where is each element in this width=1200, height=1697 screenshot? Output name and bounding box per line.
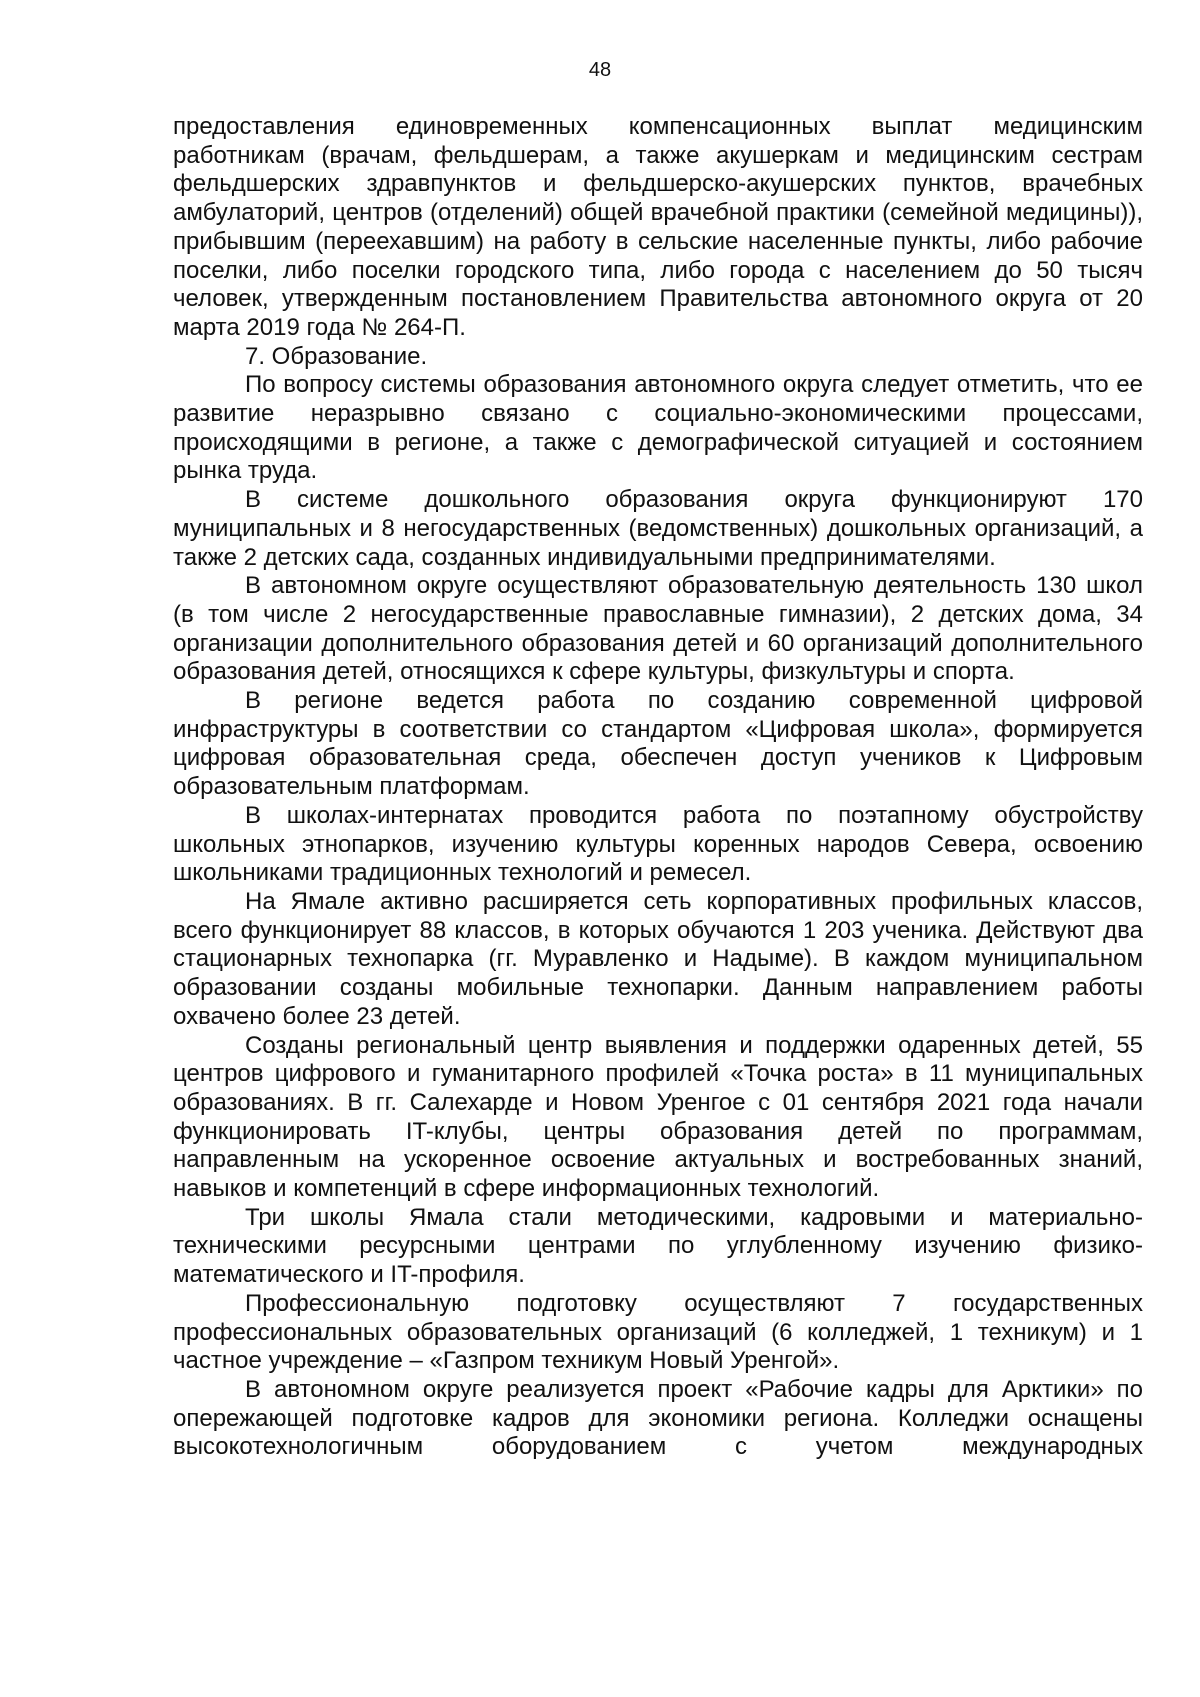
document-body xyxy=(173,113,1143,1462)
page-number: 48 xyxy=(588,59,612,81)
paragraph: На Ямале активно расширяется сеть корпоративных профильных классов, всего функционирует 88 классов, в которых обучаются 1 203 ученика. Действуют два стационарных технопарка (гг. Муравленко и Надыме). В каждом муниципальном образовании созданы мобильные технопарки. Данным направлением работы охвачено более 23 детей. xyxy=(173,887,1143,1030)
paragraph: В автономном округе осуществляют образовательную деятельность 130 школ (в том числе 2 негосударственные православные гимназии), 2 детских дома, 34 организации дополнительного образования детей и 60 организаций дополнительного образования детей, относящихся к сфере культуры, физкультуры и спорта. xyxy=(173,572,1143,686)
paragraph: В системе дошкольного образования округа функционируют 170 муниципальных и 8 негосударственных (ведомственных) дошкольных организаций, а также 2 детских сада, созданных индивидуальными предпринимателями. xyxy=(173,486,1143,571)
paragraph: По вопросу системы образования автономного округа следует отметить, что ее развитие неразрывно связано с социально-экономическими процессами, происходящими в регионе, а также с демографической ситуацией и состоянием рынка труда. xyxy=(173,371,1143,485)
paragraph-cut-off: В автономном округе реализуется проект «Рабочие кадры для Арктики» по опережающей подготовке кадров для экономики региона. Колледжи оснащены высокотехнологичным оборудованием с учетом международных xyxy=(173,1375,1143,1461)
paragraph: Три школы Ямала стали методическими, кадровыми и материально-техническими ресурсными центрами по углубленному изучению физико-математического и IT-профиля. xyxy=(173,1203,1143,1289)
paragraph: Созданы региональный центр выявления и поддержки одаренных детей, 55 центров цифрового и гуманитарного профилей «Точка роста» в 11 муниципальных образованиях. В гг. Салехарде и Новом Уренгое с 01 сентября 2021 года начали функционировать IT-клубы, центры образования детей по программам, направленным на ускоренное освоение актуальных и востребованных знаний, навыков и компетенций в сфере информационных технологий. xyxy=(173,1031,1143,1203)
paragraph: Профессиональную подготовку осуществляют 7 государственных профессиональных образовательных организаций (6 колледжей, 1 техникум) и 1 частное учреждение – «Газпром техникум Новый Уренгой». xyxy=(173,1289,1143,1375)
paragraph-continuation: предоставления единовременных компенсационных выплат медицинским работникам (врачам, фельдшерам, а также акушеркам и медицинским сестрам фельдшерских здравпунктов и фельдшерско-акушерских пунктов, врачебных амбулаторий, центров (отделений) общей врачебной практики (семейной медицины)), прибывшим (переехавшим) на работу в сельские населенные пункты, либо рабочие поселки, либо поселки городского типа, либо города с населением до 50 тысяч человек, утвержденным постановлением Правительства автономного округа от 20 марта 2019 года № 264-П. xyxy=(173,113,1143,341)
section-heading-education: 7. Образование. xyxy=(245,342,428,370)
paragraph: В регионе ведется работа по созданию современной цифровой инфраструктуры в соответствии со стандартом «Цифровая школа», формируется цифровая образовательная среда, обеспечен доступ учеников к Цифровым образовательным платформам. xyxy=(173,687,1143,801)
paragraph: В школах-интернатах проводится работа по поэтапному обустройству школьных этнопарков, изучению культуры коренных народов Севера, освоению школьниками традиционных технологий и ремесел. xyxy=(173,801,1143,887)
